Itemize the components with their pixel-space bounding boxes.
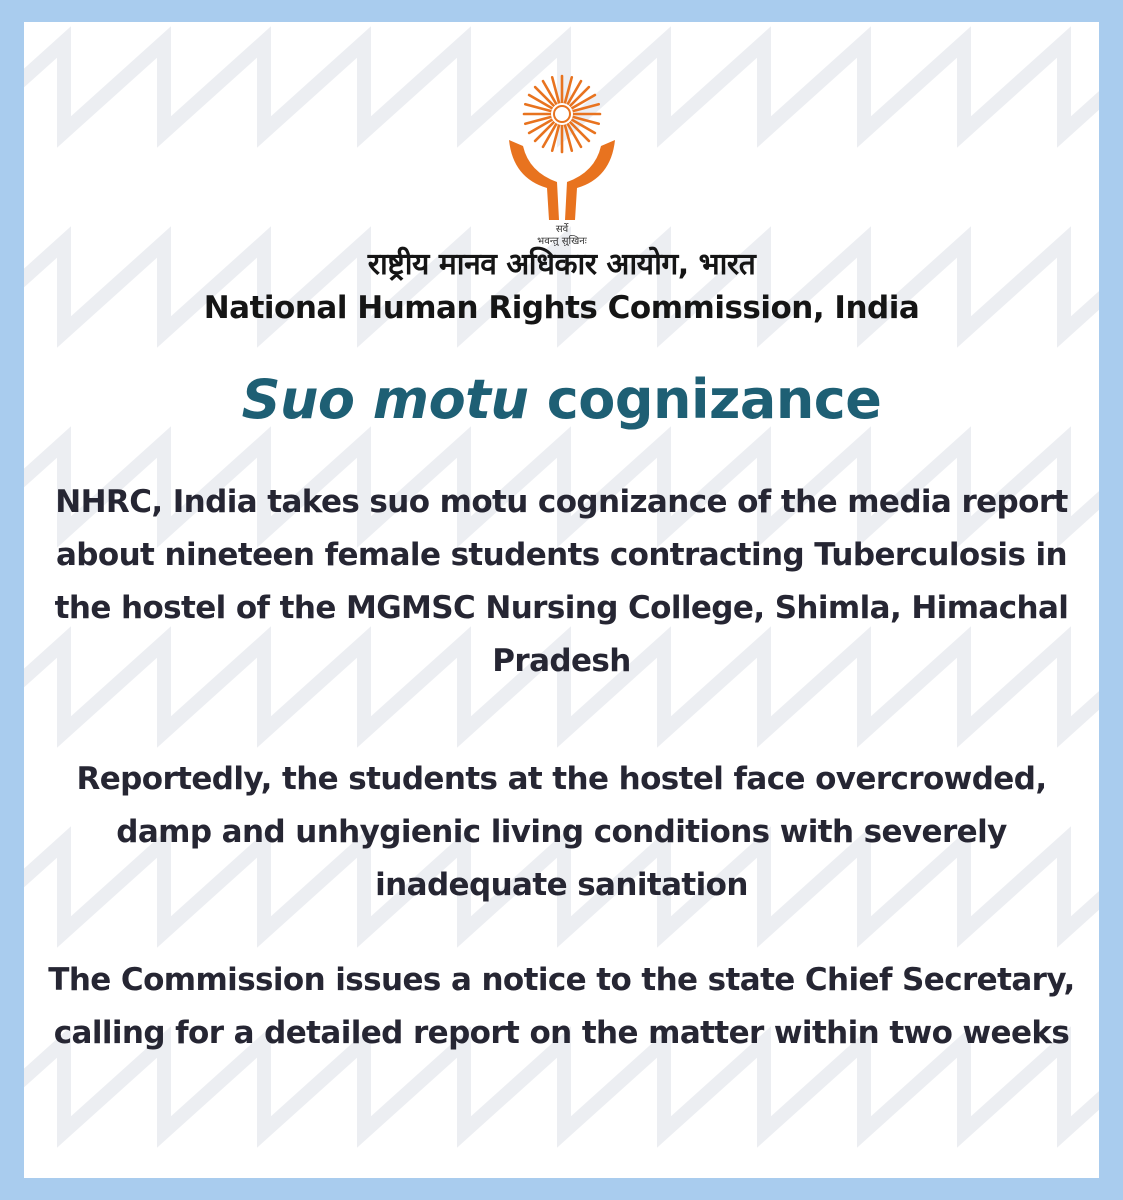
headline [24,368,1099,431]
headline-italic: Suo motu [241,368,529,431]
paragraph-conditions: Reportedly, the students at the hostel face overcrowded, damp and unhygienic living conditions with severely inadequate sanitation [76,761,1047,903]
motto-line-1: सर्वे [555,224,569,235]
org-name-english: National Human Rights Commission, India [203,290,920,326]
paragraph-cognizance: NHRC, India takes suo motu cognizance of the media report about nineteen female students contracting Tuberculosis in the hostel of the MGMSC Nursing College, Shimla, Himachal Pradesh [54,484,1069,679]
paragraph-notice: The Commission issues a notice to the state Chief Secretary, calling for a detailed report on the matter within two weeks [48,962,1075,1051]
org-name-hindi: राष्ट्रीय मानव अधिकार आयोग, भारत [367,247,756,282]
nhrc-logo-icon [499,70,625,246]
notice-content [24,22,1099,1178]
motto-line-2: भवन्तु सुखिनः [537,236,587,246]
right-hand [565,140,615,220]
left-hand [509,140,559,220]
headline-regular: cognizance [546,368,882,431]
notice-card [24,22,1099,1178]
